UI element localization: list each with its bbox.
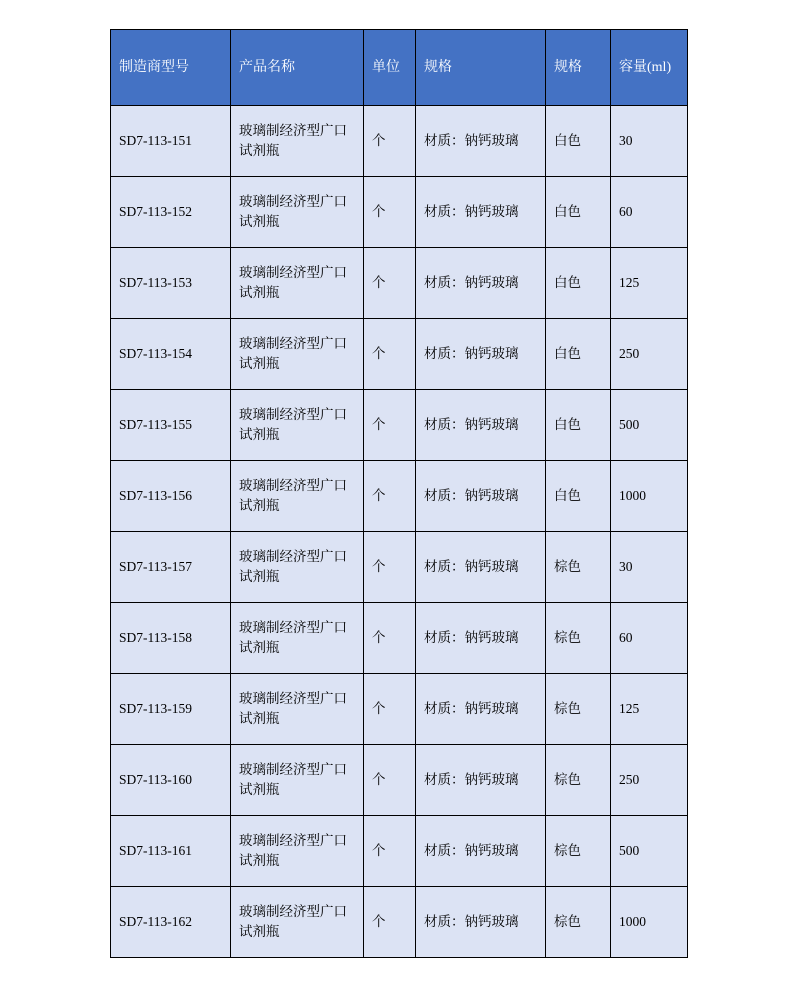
cell-manufacturer-model: SD7-113-162 [111, 887, 231, 958]
cell-unit: 个 [364, 674, 416, 745]
cell-product-name: 玻璃制经济型广口试剂瓶 [231, 177, 364, 248]
cell-spec-material: 材质：钠钙玻璃 [416, 745, 546, 816]
cell-product-name: 玻璃制经济型广口试剂瓶 [231, 106, 364, 177]
column-header-product-name: 产品名称 [231, 30, 364, 106]
cell-unit: 个 [364, 106, 416, 177]
cell-capacity: 250 [611, 745, 688, 816]
cell-product-name: 玻璃制经济型广口试剂瓶 [231, 319, 364, 390]
cell-spec-color: 白色 [546, 319, 611, 390]
cell-spec-color: 白色 [546, 461, 611, 532]
cell-capacity: 125 [611, 248, 688, 319]
cell-unit: 个 [364, 248, 416, 319]
cell-spec-color: 棕色 [546, 887, 611, 958]
cell-capacity: 60 [611, 177, 688, 248]
cell-product-name: 玻璃制经济型广口试剂瓶 [231, 532, 364, 603]
table-row [111, 674, 688, 745]
cell-manufacturer-model: SD7-113-151 [111, 106, 231, 177]
cell-capacity: 1000 [611, 887, 688, 958]
cell-product-name: 玻璃制经济型广口试剂瓶 [231, 745, 364, 816]
cell-unit: 个 [364, 816, 416, 887]
table-header-row [111, 30, 688, 106]
cell-manufacturer-model: SD7-113-153 [111, 248, 231, 319]
cell-unit: 个 [364, 390, 416, 461]
cell-product-name: 玻璃制经济型广口试剂瓶 [231, 887, 364, 958]
cell-manufacturer-model: SD7-113-157 [111, 532, 231, 603]
cell-spec-material: 材质：钠钙玻璃 [416, 532, 546, 603]
table-row [111, 319, 688, 390]
cell-unit: 个 [364, 532, 416, 603]
table-row [111, 816, 688, 887]
cell-product-name: 玻璃制经济型广口试剂瓶 [231, 390, 364, 461]
cell-capacity: 500 [611, 816, 688, 887]
cell-spec-material: 材质：钠钙玻璃 [416, 177, 546, 248]
table-row [111, 603, 688, 674]
cell-unit: 个 [364, 177, 416, 248]
table-row [111, 745, 688, 816]
column-header-spec-color: 规格 [546, 30, 611, 106]
table-header [111, 30, 688, 106]
cell-spec-color: 白色 [546, 390, 611, 461]
cell-product-name: 玻璃制经济型广口试剂瓶 [231, 461, 364, 532]
cell-manufacturer-model: SD7-113-159 [111, 674, 231, 745]
cell-capacity: 1000 [611, 461, 688, 532]
column-header-capacity: 容量(ml) [611, 30, 688, 106]
cell-manufacturer-model: SD7-113-156 [111, 461, 231, 532]
cell-capacity: 250 [611, 319, 688, 390]
cell-capacity: 125 [611, 674, 688, 745]
table-row [111, 461, 688, 532]
cell-manufacturer-model: SD7-113-155 [111, 390, 231, 461]
cell-product-name: 玻璃制经济型广口试剂瓶 [231, 603, 364, 674]
cell-spec-material: 材质：钠钙玻璃 [416, 461, 546, 532]
cell-capacity: 60 [611, 603, 688, 674]
cell-spec-color: 棕色 [546, 674, 611, 745]
cell-spec-material: 材质：钠钙玻璃 [416, 106, 546, 177]
cell-capacity: 30 [611, 106, 688, 177]
cell-spec-color: 白色 [546, 177, 611, 248]
specification-table-container [110, 29, 687, 958]
cell-unit: 个 [364, 603, 416, 674]
table-row [111, 177, 688, 248]
cell-spec-material: 材质：钠钙玻璃 [416, 603, 546, 674]
cell-manufacturer-model: SD7-113-154 [111, 319, 231, 390]
cell-manufacturer-model: SD7-113-152 [111, 177, 231, 248]
cell-spec-color: 棕色 [546, 603, 611, 674]
specification-table [110, 29, 688, 958]
cell-product-name: 玻璃制经济型广口试剂瓶 [231, 248, 364, 319]
cell-unit: 个 [364, 745, 416, 816]
cell-unit: 个 [364, 319, 416, 390]
column-header-unit: 单位 [364, 30, 416, 106]
table-row [111, 532, 688, 603]
cell-product-name: 玻璃制经济型广口试剂瓶 [231, 674, 364, 745]
cell-unit: 个 [364, 461, 416, 532]
cell-spec-color: 棕色 [546, 532, 611, 603]
cell-spec-material: 材质：钠钙玻璃 [416, 887, 546, 958]
column-header-manufacturer-model: 制造商型号 [111, 30, 231, 106]
cell-spec-color: 白色 [546, 248, 611, 319]
cell-spec-color: 棕色 [546, 816, 611, 887]
table-row [111, 887, 688, 958]
cell-spec-material: 材质：钠钙玻璃 [416, 816, 546, 887]
table-row [111, 248, 688, 319]
cell-spec-material: 材质：钠钙玻璃 [416, 248, 546, 319]
cell-manufacturer-model: SD7-113-161 [111, 816, 231, 887]
cell-spec-material: 材质：钠钙玻璃 [416, 390, 546, 461]
cell-manufacturer-model: SD7-113-158 [111, 603, 231, 674]
table-row [111, 106, 688, 177]
cell-product-name: 玻璃制经济型广口试剂瓶 [231, 816, 364, 887]
cell-manufacturer-model: SD7-113-160 [111, 745, 231, 816]
table-row [111, 390, 688, 461]
cell-capacity: 500 [611, 390, 688, 461]
cell-spec-material: 材质：钠钙玻璃 [416, 674, 546, 745]
cell-spec-color: 棕色 [546, 745, 611, 816]
cell-spec-material: 材质：钠钙玻璃 [416, 319, 546, 390]
table-body [111, 106, 688, 958]
cell-capacity: 30 [611, 532, 688, 603]
cell-unit: 个 [364, 887, 416, 958]
column-header-spec-material: 规格 [416, 30, 546, 106]
cell-spec-color: 白色 [546, 106, 611, 177]
